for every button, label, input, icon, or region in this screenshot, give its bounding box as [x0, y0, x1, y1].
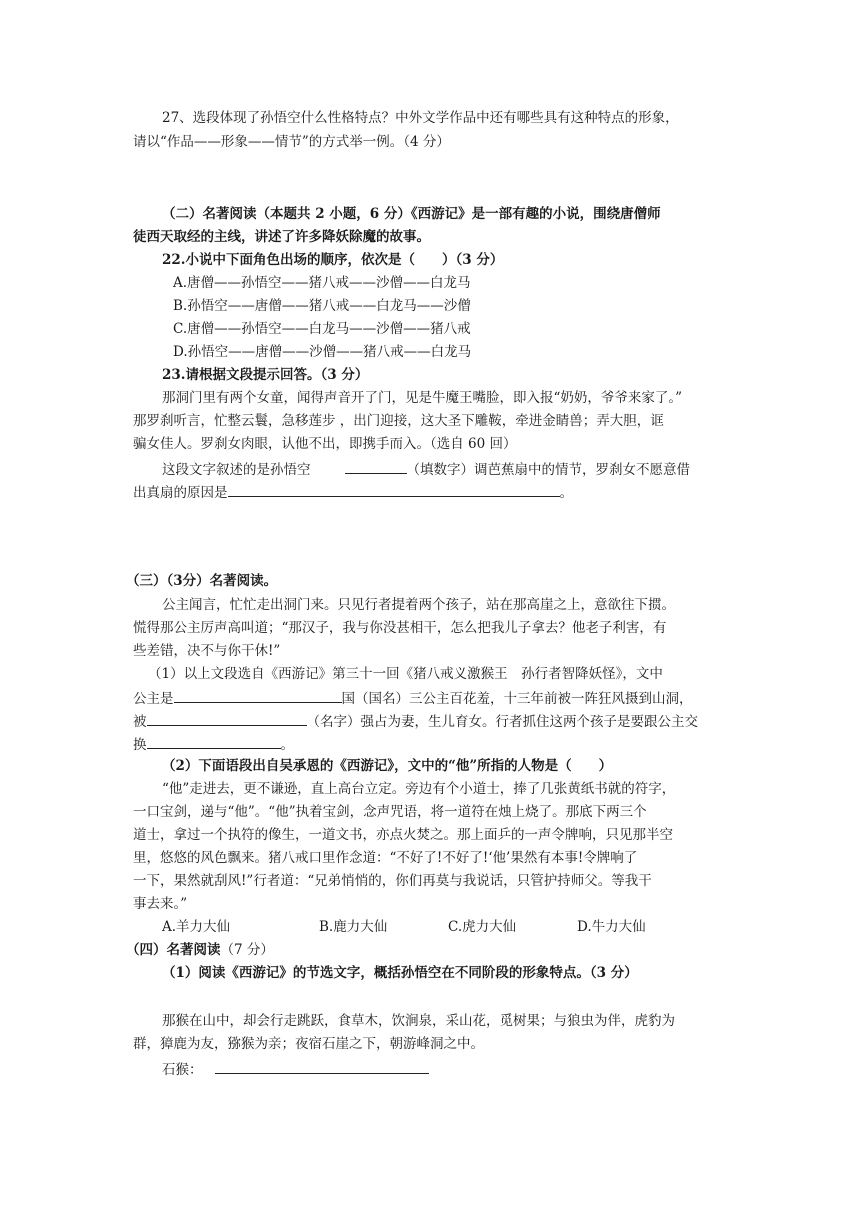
sec4-heading-score: （7 分）	[220, 942, 274, 958]
sec3-option-a: A.羊力大仙	[162, 919, 231, 935]
q23-blank-number[interactable]	[345, 458, 407, 474]
sec2-heading-line1: （二）名著阅读（本题共 2 小题，6 分）《西游记》是一部有趣的小说，围绕唐僧师	[162, 206, 661, 222]
sec3-heading: （三）（3分）名著阅读。	[126, 573, 278, 589]
sec3-blank-name[interactable]	[147, 710, 307, 726]
q22-question: 22.小说中下面角色出场的顺序，依次是（ ）（3 分）	[162, 252, 504, 268]
sec3-passage-line1: 公主闻言，忙忙走出洞门来。只见行者提着两个孩子，站在那高崖之上，意欲往下掼。	[162, 597, 675, 613]
q27-line1: 27、选段体现了孙悟空什么性格特点？中外文学作品中还有哪些具有这种特点的形象，	[162, 110, 679, 126]
q23-passage-line2: 那罗刹听言，忙整云鬟，急移莲步 ，出门迎接，这大圣下雕鞍，牵进金睛兽；弄大胆，诓	[133, 413, 664, 429]
q23-question: 23.请根据文段提示回答。（3 分）	[162, 367, 369, 383]
sec3-q2-passage-line5: 一下，果然就刮风!”行者道：“兄弟悄悄的，你们再莫与我说话，只管护持师父。等我干	[133, 873, 652, 889]
sec3-q1-line3	[133, 710, 698, 732]
sec3-q2-passage-line1: “他”走进去，更不谦逊，直上高台立定。旁边有个小道士，捧了几张黄纸书就的符字，	[162, 781, 676, 797]
sec3-q1-line2	[133, 687, 693, 709]
sec3-blank-exchange[interactable]	[147, 733, 281, 749]
sec3-option-b: B.鹿力大仙	[319, 919, 388, 935]
sec3-option-d: D.牛力大仙	[577, 919, 646, 935]
q23-answer-text-c: 出真扇的原因是	[133, 485, 228, 501]
sec4-heading-bold: （四）名著阅读	[126, 942, 221, 958]
sec4-q1-question: （1）阅读《西游记》的节选文字，概括孙悟空在不同阶段的形象特点。（3 分）	[162, 965, 638, 981]
q27-line2: 请以“作品——形象——情节”的方式举一例。（4 分）	[133, 134, 450, 150]
sec3-blank-country[interactable]	[174, 687, 342, 703]
sec3-q1-text-a: 公主是	[133, 691, 174, 707]
q22-option-c: C.唐僧——孙悟空——白龙马——沙僧——猪八戒	[173, 321, 471, 337]
sec4-blank-stone-monkey[interactable]	[215, 1058, 429, 1074]
q22-option-a: A.唐僧——孙悟空——猪八戒——沙僧——白龙马	[173, 275, 471, 291]
sec3-option-c: C.虎力大仙	[448, 919, 517, 935]
q23-answer-text-b: （填数字）调芭蕉扇中的情节，罗刹女不愿意借	[406, 462, 690, 478]
sec3-passage-line3: 些差错，决不与你干休!”	[133, 643, 281, 659]
sec3-passage-line2: 慌得那公主厉声高叫道；“那汉子，我与你没甚相干，怎么把我儿子拿去？他老子利害，有	[133, 620, 667, 636]
sec4-passage-line2: 群，獐鹿为友，猕猴为亲；夜宿石崖之下，朝游峰洞之中。	[133, 1036, 484, 1052]
q23-passage-line3: 骗女佳人。罗刹女肉眼，认他不出，即携手而入。（选自 60 回）	[133, 436, 517, 452]
sec3-q2-passage-line3: 道士，拿过一个执符的像生，一道文书，亦点火焚之。那上面乒的一声令牌响，只见那半空	[133, 827, 673, 843]
sec4-passage-line1: 那猴在山中，却会行走跳跃，食草木，饮涧泉，采山花，觅树果；与狼虫为伴，虎豹为	[162, 1013, 675, 1029]
sec3-q1-text-b: 国（国名）三公主百花羞，十三年前被一阵狂风摄到山洞，	[341, 691, 693, 707]
sec4-heading	[126, 940, 274, 960]
q23-answer-line2: 出真扇的原因是 。	[133, 481, 573, 503]
sec3-q2-passage-line2: 一口宝剑，递与“他”。“他”执着宝剑，念声咒语，将一道符在烛上烧了。那底下两三个	[133, 804, 647, 820]
sec3-q2-passage-line6: 事去来。”	[133, 896, 188, 912]
q23-answer-text-a: 这段文字叙述的是孙悟空	[162, 462, 311, 478]
sec4-answer-line	[162, 1058, 429, 1080]
sec3-q2-passage-line4: 里，悠悠的风色飘来。猪八戒口里作念道：“不好了!不好了!‘他’果然有本事!令牌响了	[133, 850, 638, 866]
q22-option-d: D.孙悟空——唐僧——沙僧——猪八戒——白龙马	[173, 344, 472, 360]
q23-blank-reason[interactable]	[228, 481, 560, 497]
q22-option-b: B.孙悟空——唐僧——猪八戒——白龙马——沙僧	[173, 298, 471, 314]
sec3-q1-text-c: 被	[133, 714, 147, 730]
sec3-q1-line1: （1）以上文段选自《西游记》第三十一回《猪八戒义激猴王 孙行者智降妖怪》，文中	[148, 666, 663, 682]
sec4-label-stone-monkey: 石猴：	[162, 1062, 203, 1078]
q23-passage-line1: 那洞门里有两个女童，闻得声音开了门，见是牛魔王嘴脸，即入报“奶奶，爷爷来家了。”	[162, 390, 683, 406]
sec3-q1-text-d: （名字）强占为妻，生儿育女。行者抓住这两个孩子是要跟公主交	[306, 714, 698, 730]
sec2-heading-line2: 徒西天取经的主线，讲述了许多降妖除魔的故事。	[133, 229, 430, 245]
sec3-q1-text-f: 。	[280, 737, 294, 753]
sec3-q1-text-e: 换	[133, 737, 147, 753]
q23-answer-line1	[162, 458, 690, 480]
sec3-q1-line4	[133, 733, 294, 755]
sec3-q2-question: （2）下面语段出自吴承恩的《西游记》，文中的“他”所指的人物是（ ）	[162, 758, 613, 774]
